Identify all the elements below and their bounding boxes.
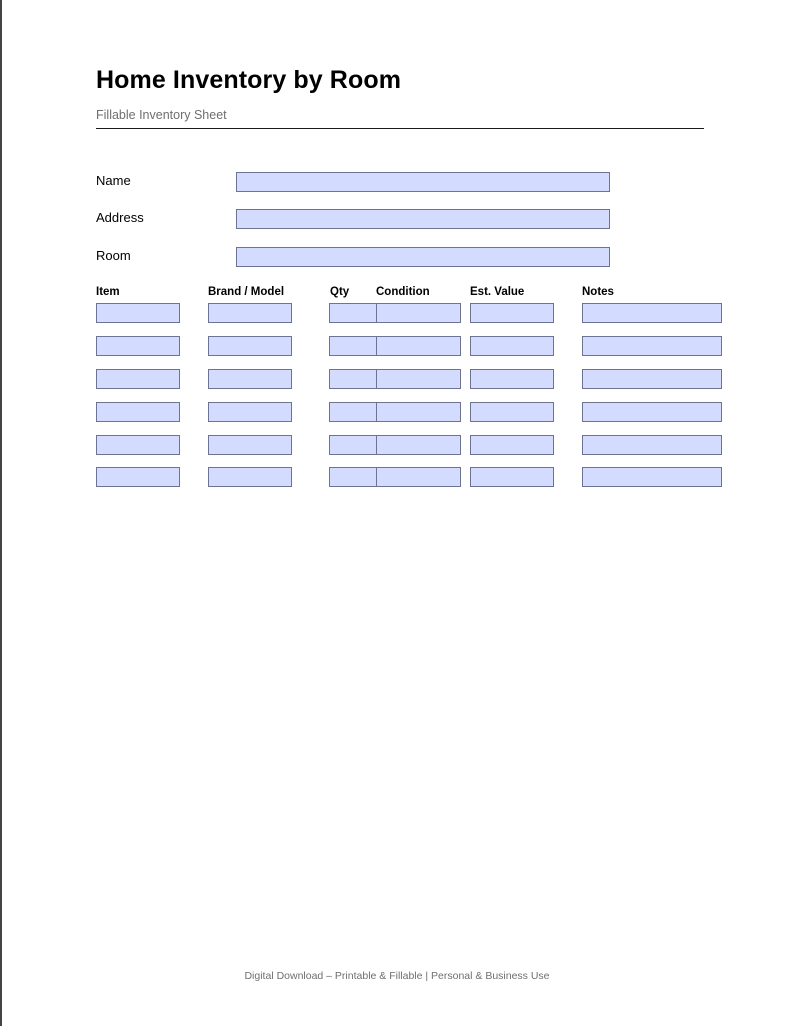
page-left-edge <box>0 0 2 1026</box>
room-field[interactable] <box>236 247 610 267</box>
condition-field[interactable] <box>376 435 461 455</box>
notes-field[interactable] <box>582 435 722 455</box>
condition-field[interactable] <box>376 369 461 389</box>
condition-field[interactable] <box>376 336 461 356</box>
name-label: Name <box>96 173 131 188</box>
item-field[interactable] <box>96 435 180 455</box>
item-field[interactable] <box>96 402 180 422</box>
title-rule <box>96 128 704 129</box>
qty-field[interactable] <box>329 435 377 455</box>
est-value-field[interactable] <box>470 336 554 356</box>
brand-model-field[interactable] <box>208 336 292 356</box>
condition-field[interactable] <box>376 402 461 422</box>
column-header-qty: Qty <box>330 286 350 298</box>
notes-field[interactable] <box>582 336 722 356</box>
address-field[interactable] <box>236 209 610 229</box>
name-field[interactable] <box>236 172 610 192</box>
column-header-condition: Condition <box>376 286 430 298</box>
address-label: Address <box>96 210 144 225</box>
column-header-item: Item <box>96 286 120 298</box>
item-field[interactable] <box>96 303 180 323</box>
qty-field[interactable] <box>329 402 377 422</box>
est-value-field[interactable] <box>470 435 554 455</box>
item-field[interactable] <box>96 336 180 356</box>
page-footer: Digital Download – Printable & Fillable | Personal & Business Use <box>244 970 550 982</box>
est-value-field[interactable] <box>470 467 554 487</box>
qty-field[interactable] <box>329 467 377 487</box>
qty-field[interactable] <box>329 303 377 323</box>
item-field[interactable] <box>96 467 180 487</box>
room-label: Room <box>96 248 131 263</box>
est-value-field[interactable] <box>470 402 554 422</box>
column-header-brand-model: Brand / Model <box>208 286 285 298</box>
page-subtitle: Fillable Inventory Sheet <box>96 108 227 122</box>
brand-model-field[interactable] <box>208 435 292 455</box>
column-header-notes: Notes <box>582 286 614 298</box>
notes-field[interactable] <box>582 402 722 422</box>
qty-field[interactable] <box>329 336 377 356</box>
est-value-field[interactable] <box>470 303 554 323</box>
condition-field[interactable] <box>376 467 461 487</box>
brand-model-field[interactable] <box>208 467 292 487</box>
page-title: Home Inventory by Room <box>96 66 402 94</box>
notes-field[interactable] <box>582 467 722 487</box>
qty-field[interactable] <box>329 369 377 389</box>
brand-model-field[interactable] <box>208 303 292 323</box>
notes-field[interactable] <box>582 303 722 323</box>
item-field[interactable] <box>96 369 180 389</box>
brand-model-field[interactable] <box>208 402 292 422</box>
column-header-est-value: Est. Value <box>470 286 525 298</box>
est-value-field[interactable] <box>470 369 554 389</box>
notes-field[interactable] <box>582 369 722 389</box>
brand-model-field[interactable] <box>208 369 292 389</box>
condition-field[interactable] <box>376 303 461 323</box>
